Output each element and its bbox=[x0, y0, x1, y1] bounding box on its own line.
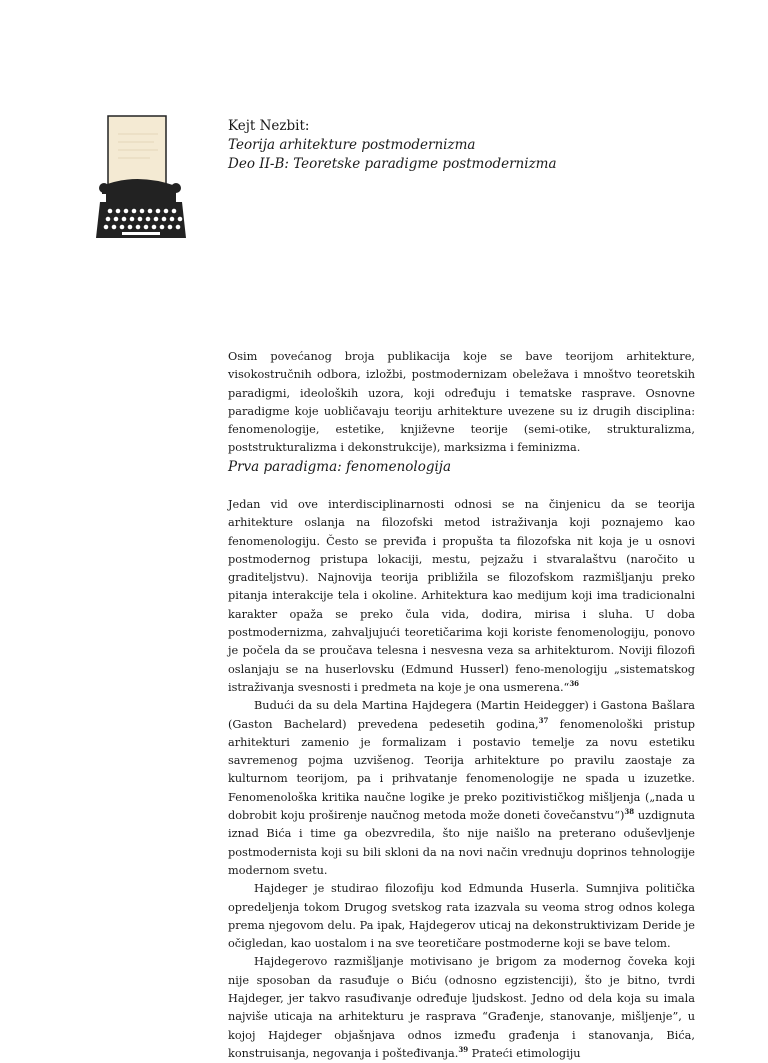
paragraph-4-part-a: Hajdegerovo razmišljanje motivisano je brigom za modernog čoveka koji nije sposoban da rasuđuje o Biću (odnosno egzistenciji), što je bitno, tvrdi Hajdeger, jer takvo rasuđivanje određuje ljudskost. Jedno od dela koja su imala najviše uticaja na arhitekturu je rasprava “Građenje, stanovanje, mišljenje”, u kojoj Hajdeger objašnjava odnos između građenja i stanovanja, Bića, konstruisanja, negovanja i pošteđivanja. bbox=[228, 955, 695, 1060]
section-heading: Prva paradigma: fenomenologija bbox=[228, 459, 452, 475]
paragraph-2-part-b: fenomenološki pristup arhitekturi zamenio je formalizam i postavio temelje za novu estetiku savremenog pojma uzvišenog. Teorija arhitekture po pravilu zaostaje za kulturnom teorijom, pa i prihvatanje fenomenologije ne spada u izuzetke. Fenomenološka kritika naučne logike je preko pozitivističkog mišljenja („nada u dobrobit koju proširenje naučnog metoda može doneti čovečanstvu“) bbox=[228, 717, 695, 823]
footnote-ref-37[interactable]: 37 bbox=[538, 715, 549, 725]
paragraph-4-part-b: Prateći etimologiju bbox=[468, 1046, 581, 1060]
paragraph-1 bbox=[228, 496, 695, 697]
main-text bbox=[228, 496, 695, 1063]
paragraph-2-part-a: Budući da su dela Martina Hajdegera (Martin Heidegger) i Gastona Bašlara (Gaston Bachelard) prevedena pedesetih godina, bbox=[228, 699, 695, 731]
footnote-ref-39[interactable]: 39 bbox=[458, 1045, 469, 1055]
footnote-ref-38[interactable]: 38 bbox=[624, 807, 635, 817]
article-subtitle: Deo II-B: Teoretske paradigme postmodernizma bbox=[228, 156, 557, 172]
footnote-ref-36[interactable]: 36 bbox=[569, 679, 580, 689]
paragraph-4 bbox=[228, 953, 695, 1063]
typewriter-icon bbox=[96, 114, 212, 244]
paragraph-1-text: Jedan vid ove interdisciplinarnosti odnosi se na činjenicu da se teorija arhitekture oslanja na filozofski metod istraživanja koji poznajemo kao fenomenologiju. Često se previđa i propušta ta filozofska nit koja je u osnovi postmodernog pristupa lokaciji, mestu, pejzažu i stvaralaštvu (naročito u graditeljstvu). Najnovija teorija približila se filozofskom razmišljanju preko pitanja interakcije tela i okoline. Arhitektura kao medijum koji ima tradicionalni karakter opaža se preko čula vida, dodira, mirisa i sluha. U doba postmodernizma, zahvaljujući teoretičarima koji koriste fenomenologiju, ponovo je počela da se proučava telesna i nesvesna veza sa arhitekturom. Noviji filozofi oslanjaju se na huserlovsku (Edmund Husserl) feno-menologiju „sistematskog istraživanja svesnosti i predmeta na koje je ona usmerena.“ bbox=[228, 498, 695, 694]
article-title: Teorija arhitekture postmodernizma bbox=[228, 137, 476, 153]
paragraph-2 bbox=[228, 697, 695, 880]
intro-paragraph bbox=[228, 348, 695, 458]
intro-text: Osim povećanog broja publikacija koje se bave teorijom arhitekture, visokostručnih odbora, izložbi, postmodernizam obeležava i mnoštvo teoretskih paradigmi, ideoloških uzora, koji određuju i tematske rasprave. Osnovne paradigme koje uobličavaju teoriju arhitekture uvezene su iz drugih disciplina: fenomenologije, estetike, književne teorije (semi-otike, strukturalizma, poststrukturalizma i dekonstrukcije), marksizma i feminizma. bbox=[228, 350, 695, 455]
paragraph-2-part-c: uzdignuta iznad Bića i time ga obezvredila, što nije naišlo na preterano oduševljenje postmodernista koji su bili skloni da na novi način vrednuju doprinos tehnologije modernom svetu. bbox=[228, 809, 695, 877]
article-header bbox=[228, 117, 557, 174]
author-line: Kejt Nezbit: bbox=[228, 118, 310, 134]
paragraph-3: Hajdeger je studirao filozofiju kod Edmunda Huserla. Sumnjiva politička opredeljenja tokom Drugog svetskog rata izazvala su veoma strog odnos kolega prema njegovom delu. Pa ipak, Hajdegerov uticaj na dekonstruktivizam Deride je očigledan, kao uostalom i na sve teoretičare postmoderne koji se bave telom. bbox=[228, 882, 695, 951]
